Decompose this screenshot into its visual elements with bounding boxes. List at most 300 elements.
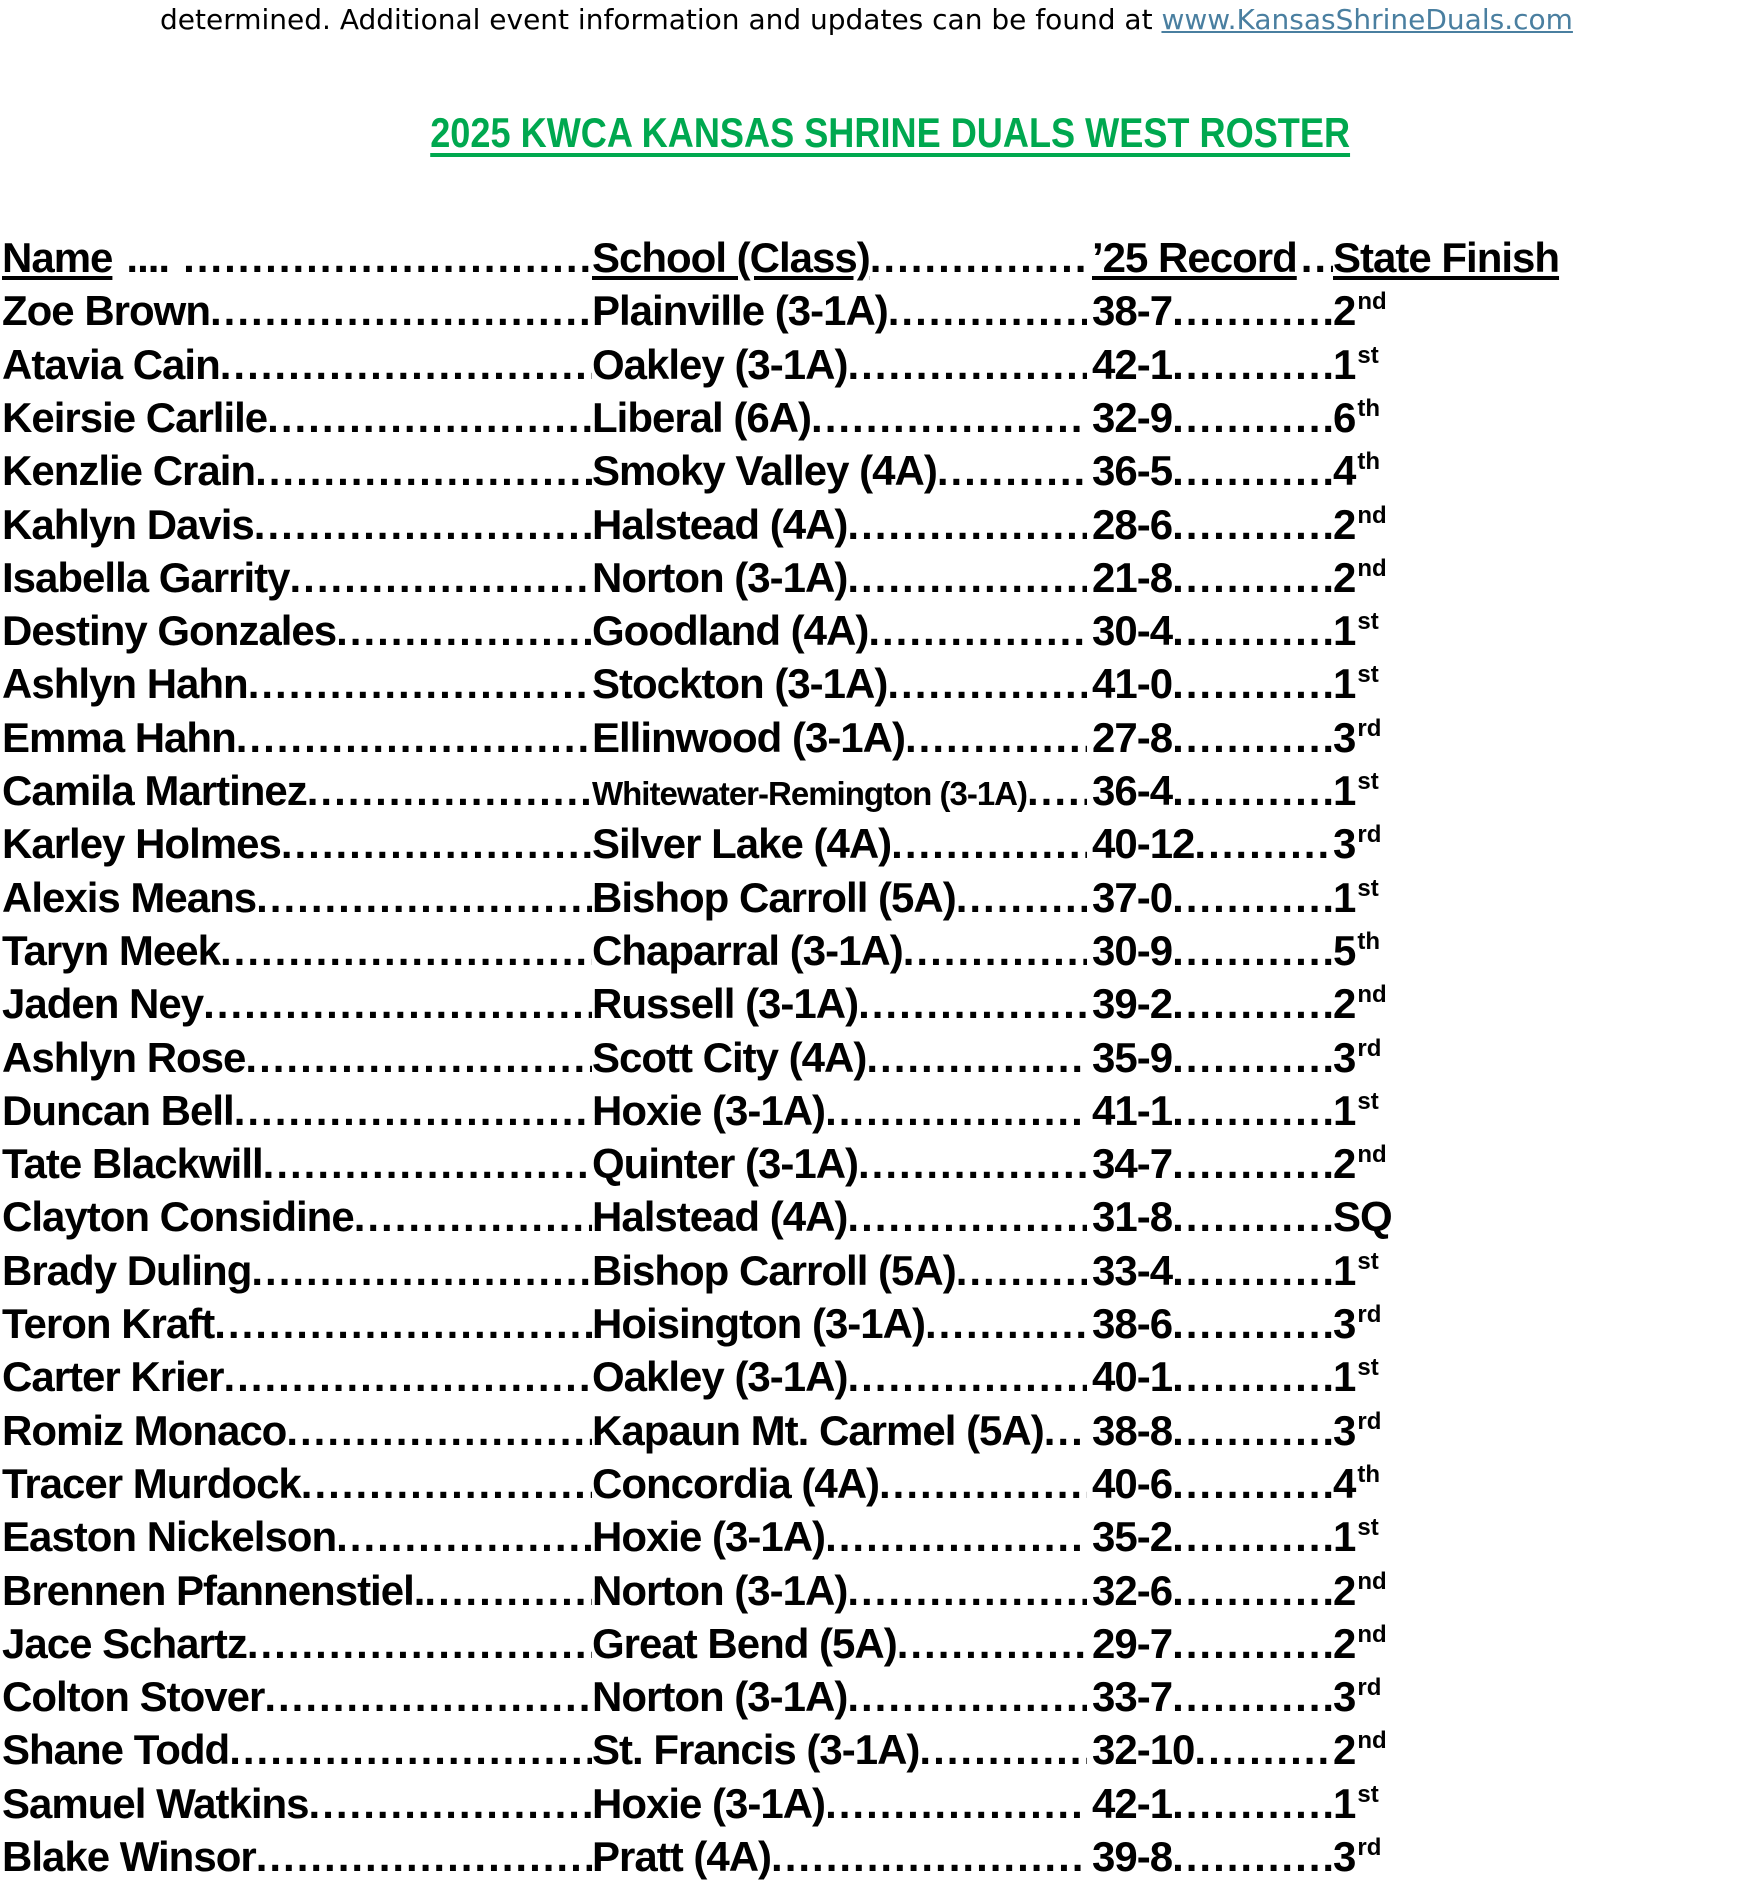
school-class: Pratt (4A)	[592, 1833, 772, 1880]
leader-dots	[903, 924, 1087, 977]
wrestler-name: Isabella Garrity	[2, 553, 290, 601]
leader-dots	[1172, 1670, 1333, 1723]
leader-dots	[309, 1777, 592, 1830]
state-finish-place: 4	[1333, 1459, 1356, 1507]
leader-dots	[919, 1723, 1087, 1776]
leader-dots	[847, 498, 1087, 551]
state-finish-suffix: nd	[1357, 981, 1387, 1009]
roster-row	[0, 711, 1762, 764]
state-finish-place: 3	[1333, 1033, 1356, 1081]
record-cell	[1092, 1564, 1333, 1617]
record-cell	[1092, 1137, 1333, 1190]
wrestler-name: Brady Duling	[2, 1246, 252, 1294]
school-cell	[592, 551, 1087, 604]
record-cell	[1092, 817, 1333, 870]
season-record: 30-4	[1092, 607, 1173, 655]
state-finish-suffix: rd	[1357, 1301, 1382, 1328]
leader-dots	[220, 338, 592, 391]
school-cell	[592, 1137, 1087, 1190]
record-cell	[1092, 924, 1333, 977]
state-finish-place: 3	[1333, 1673, 1356, 1721]
season-record: 42-1	[1092, 1779, 1173, 1827]
name-cell	[2, 817, 592, 870]
roster-row	[0, 1031, 1762, 1084]
school-class: Plainville (3-1A)	[592, 287, 888, 335]
leader-dots	[956, 1244, 1087, 1297]
state-finish-place: 1	[1333, 1246, 1356, 1294]
leader-dots	[1172, 498, 1333, 551]
name-cell	[2, 1137, 592, 1190]
roster-row	[0, 1350, 1762, 1403]
wrestler-name: Romiz Monaco	[2, 1406, 287, 1454]
leader-dots	[925, 1297, 1087, 1350]
wrestler-name: Easton Nickelson	[2, 1513, 337, 1561]
season-record: 29-7	[1092, 1619, 1173, 1667]
leader-dots	[847, 1564, 1087, 1617]
finish-cell	[1333, 604, 1593, 657]
finish-cell	[1333, 498, 1593, 551]
leader-dots	[247, 1617, 592, 1670]
name-cell	[2, 1510, 592, 1563]
state-finish-suffix: th	[1357, 927, 1381, 955]
leader-dots	[263, 1137, 592, 1190]
record-cell	[1092, 657, 1333, 710]
state-finish-suffix: nd	[1357, 554, 1387, 582]
header-school-cell	[592, 231, 1087, 284]
leader-dots	[888, 284, 1087, 337]
state-finish-suffix: nd	[1357, 1727, 1387, 1755]
record-cell	[1092, 338, 1333, 391]
season-record: 28-6	[1092, 500, 1173, 548]
leader-dots	[1172, 284, 1333, 337]
roster-row	[0, 1830, 1762, 1883]
wrestler-name: Camila Martinez	[2, 767, 307, 814]
state-finish-suffix: st	[1357, 874, 1379, 902]
leader-dots	[1172, 924, 1333, 977]
finish-cell	[1333, 1723, 1593, 1776]
state-finish-place: 2	[1333, 553, 1356, 601]
school-cell	[592, 977, 1087, 1030]
roster-row	[0, 1137, 1762, 1190]
wrestler-name: Emma Hahn	[2, 713, 236, 761]
school-cell	[592, 1777, 1087, 1830]
leader-dots	[897, 1617, 1087, 1670]
roster-row	[0, 1777, 1762, 1830]
roster-row	[0, 924, 1762, 977]
wrestler-name: Alexis Means	[2, 873, 257, 921]
leader-dots	[251, 1244, 592, 1297]
finish-cell	[1333, 1830, 1593, 1883]
leader-dots	[223, 1350, 592, 1403]
name-cell	[2, 657, 592, 710]
header-record: ’25 Record	[1092, 234, 1297, 281]
leader-dots	[1172, 1510, 1333, 1563]
wrestler-name: Taryn Meek	[2, 926, 220, 974]
season-record: 42-1	[1092, 340, 1173, 388]
finish-cell	[1333, 1137, 1593, 1190]
finish-cell	[1333, 657, 1593, 710]
roster-row	[0, 391, 1762, 444]
name-cell	[2, 1350, 592, 1403]
roster-row	[0, 1510, 1762, 1563]
roster-row	[0, 1404, 1762, 1457]
leader-dots	[210, 284, 592, 337]
school-class: Oakley (3-1A)	[592, 340, 848, 388]
leader-dots	[256, 1830, 592, 1883]
wrestler-name: Samuel Watkins	[2, 1779, 309, 1827]
school-cell	[592, 871, 1087, 924]
leader-dots	[1172, 1297, 1333, 1350]
state-finish-suffix: rd	[1357, 1834, 1382, 1861]
state-finish-suffix: st	[1357, 661, 1379, 689]
leader-dots	[858, 977, 1087, 1030]
name-cell	[2, 1244, 592, 1297]
season-record: 38-7	[1092, 287, 1173, 335]
school-cell	[592, 391, 1087, 444]
name-cell	[2, 711, 592, 764]
state-finish-place: 3	[1333, 1300, 1356, 1347]
school-cell	[592, 817, 1087, 870]
school-cell	[592, 498, 1087, 551]
finish-cell	[1333, 1777, 1593, 1830]
intro-text-container	[160, 0, 1573, 40]
school-cell	[592, 338, 1087, 391]
leader-dots	[286, 1404, 592, 1457]
school-class: Norton (3-1A)	[592, 1673, 848, 1721]
finish-cell	[1333, 1404, 1593, 1457]
season-record: 33-7	[1092, 1673, 1173, 1721]
leader-dots	[1172, 1244, 1333, 1297]
state-finish-place: 1	[1333, 1353, 1356, 1401]
state-finish-suffix: st	[1357, 341, 1379, 369]
roster-row	[0, 817, 1762, 870]
school-class: Concordia (4A)	[592, 1459, 880, 1507]
school-cell	[592, 1510, 1087, 1563]
leader-dots	[870, 231, 1087, 284]
leader-dots	[1172, 444, 1333, 497]
leader-dots	[825, 1777, 1087, 1830]
finish-cell	[1333, 711, 1593, 764]
school-cell	[592, 1190, 1087, 1243]
wrestler-name: Brennen Pfannenstiel.	[2, 1566, 425, 1614]
name-cell	[2, 871, 592, 924]
season-record: 36-4	[1092, 767, 1173, 814]
wrestler-name: Clayton Considine	[2, 1193, 354, 1241]
roster-row	[0, 1617, 1762, 1670]
leader-dots	[220, 924, 592, 977]
leader-dots	[1172, 1404, 1333, 1457]
leader-dots	[214, 1297, 592, 1350]
state-finish-place: 1	[1333, 607, 1356, 655]
season-record: 40-1	[1092, 1353, 1173, 1401]
name-cell	[2, 444, 592, 497]
record-cell	[1092, 1830, 1333, 1883]
record-cell	[1092, 1084, 1333, 1137]
school-class: Quinter (3-1A)	[592, 1140, 859, 1188]
roster-row	[0, 1723, 1762, 1776]
roster-row	[0, 498, 1762, 551]
name-cell	[2, 391, 592, 444]
state-finish-suffix: nd	[1357, 1141, 1387, 1169]
roster-row	[0, 1564, 1762, 1617]
state-finish-place: 3	[1333, 1833, 1356, 1880]
record-cell	[1092, 1510, 1333, 1563]
state-finish-place: 2	[1333, 1566, 1356, 1614]
leader-dots	[956, 871, 1087, 924]
wrestler-name: Colton Stover	[2, 1673, 265, 1721]
record-cell	[1092, 977, 1333, 1030]
roster-title: 2025 KWCA KANSAS SHRINE DUALS WEST ROSTER	[430, 109, 1351, 156]
leader-dots	[1027, 764, 1087, 817]
leader-dots	[771, 1830, 1087, 1883]
finish-cell	[1333, 1670, 1593, 1723]
name-cell	[2, 498, 592, 551]
season-record: 35-2	[1092, 1513, 1173, 1561]
finish-cell	[1333, 1564, 1593, 1617]
record-cell	[1092, 1777, 1333, 1830]
leader-dots	[1172, 1830, 1333, 1883]
finish-cell	[1333, 1457, 1593, 1510]
school-class: Goodland (4A)	[592, 607, 869, 655]
state-finish-place: 1	[1333, 660, 1356, 708]
leader-dots	[1172, 1190, 1333, 1243]
record-cell	[1092, 1244, 1333, 1297]
leader-dots	[1194, 1723, 1333, 1776]
leader-dots	[1172, 1564, 1333, 1617]
season-record: 33-4	[1092, 1246, 1173, 1294]
school-cell	[592, 1244, 1087, 1297]
record-cell	[1092, 1350, 1333, 1403]
name-cell	[2, 1457, 592, 1510]
finish-cell	[1333, 284, 1593, 337]
finish-cell	[1333, 1297, 1593, 1350]
school-cell	[592, 764, 1087, 817]
name-cell	[2, 1297, 592, 1350]
state-finish-suffix: st	[1357, 1247, 1379, 1275]
state-finish-suffix: rd	[1357, 714, 1382, 742]
name-cell	[2, 924, 592, 977]
name-cell	[2, 1777, 592, 1830]
leader-dots	[1172, 711, 1333, 764]
wrestler-name: Ashlyn Hahn	[2, 660, 248, 708]
school-class: Great Bend (5A)	[592, 1619, 897, 1667]
school-class: Hoisington (3-1A)	[592, 1300, 925, 1347]
leader-dots	[336, 1510, 592, 1563]
finish-cell	[1333, 977, 1593, 1030]
finish-cell	[1333, 1084, 1593, 1137]
wrestler-name: Teron Kraft	[2, 1300, 215, 1347]
record-cell	[1092, 1457, 1333, 1510]
school-cell	[592, 1297, 1087, 1350]
state-finish-place: 1	[1333, 873, 1356, 921]
wrestler-name: Tracer Murdock	[2, 1459, 301, 1507]
leader-dots	[229, 1723, 592, 1776]
school-class: Smoky Valley (4A)	[592, 447, 937, 495]
leader-dots	[248, 657, 592, 710]
leader-dots	[1194, 817, 1333, 870]
season-record: 39-2	[1092, 980, 1173, 1028]
roster-row	[0, 977, 1762, 1030]
name-cell	[2, 1084, 592, 1137]
leader-dots	[1172, 604, 1333, 657]
name-cell	[2, 1617, 592, 1670]
wrestler-name: Kenzlie Crain	[2, 447, 256, 495]
leader-dots	[847, 1670, 1087, 1723]
leader-dots	[1172, 1031, 1333, 1084]
name-cell	[2, 1723, 592, 1776]
record-cell	[1092, 764, 1333, 817]
roster-row	[0, 1670, 1762, 1723]
record-cell	[1092, 1031, 1333, 1084]
leader-dots	[1172, 338, 1333, 391]
finish-cell	[1333, 1190, 1593, 1243]
name-cell	[2, 1031, 592, 1084]
state-finish-place: 3	[1333, 820, 1356, 868]
roster-row	[0, 1190, 1762, 1243]
finish-cell	[1333, 1617, 1593, 1670]
roster-row	[0, 1457, 1762, 1510]
state-finish-place: 1	[1333, 1086, 1356, 1134]
roster-row	[0, 1297, 1762, 1350]
state-finish-place: 3	[1333, 713, 1356, 761]
state-finish-suffix: st	[1357, 1087, 1379, 1115]
name-cell	[2, 977, 592, 1030]
season-record: 27-8	[1092, 713, 1173, 761]
name-cell	[2, 1404, 592, 1457]
record-cell	[1092, 284, 1333, 337]
school-cell	[592, 1457, 1087, 1510]
season-record: 34-7	[1092, 1140, 1173, 1188]
leader-dots	[301, 1457, 592, 1510]
state-finish-suffix: th	[1357, 1460, 1381, 1488]
website-link[interactable]: www.KansasShrineDuals.com	[1161, 3, 1573, 36]
leader-dots	[847, 1350, 1087, 1403]
school-cell	[592, 1084, 1087, 1137]
season-record: 31-8	[1092, 1193, 1173, 1241]
header-finish: State Finish	[1333, 234, 1560, 281]
finish-cell	[1333, 338, 1593, 391]
school-class: Chaparral (3-1A)	[592, 926, 903, 974]
leader-dots	[424, 1564, 592, 1617]
name-cell	[2, 1190, 592, 1243]
state-finish-suffix: nd	[1357, 501, 1387, 529]
school-cell	[592, 1404, 1087, 1457]
wrestler-name: Kahlyn Davis	[2, 500, 254, 548]
leader-dots	[1172, 977, 1333, 1030]
name-cell	[2, 1670, 592, 1723]
school-class: Norton (3-1A)	[592, 553, 848, 601]
season-record: 41-1	[1092, 1086, 1173, 1134]
state-finish-place: 5	[1333, 926, 1356, 974]
record-cell	[1092, 871, 1333, 924]
wrestler-name: Zoe Brown	[2, 287, 210, 335]
leader-dots	[1172, 551, 1333, 604]
record-cell	[1092, 1297, 1333, 1350]
school-class: Hoxie (3-1A)	[592, 1086, 826, 1134]
leader-dots	[1172, 1084, 1333, 1137]
leader-dots	[234, 1084, 592, 1137]
state-finish-suffix: nd	[1357, 1620, 1387, 1648]
leader-dots	[183, 231, 592, 284]
school-cell	[592, 1350, 1087, 1403]
wrestler-name: Destiny Gonzales	[2, 607, 337, 655]
season-record: 32-6	[1092, 1566, 1173, 1614]
leader-dots	[891, 817, 1087, 870]
leader-dots	[236, 711, 592, 764]
header-name-dots: ....	[126, 234, 170, 281]
school-class: Kapaun Mt. Carmel (5A)	[592, 1406, 1044, 1454]
school-cell	[592, 284, 1087, 337]
leader-dots	[254, 498, 592, 551]
leader-dots	[245, 1031, 592, 1084]
school-cell	[592, 711, 1087, 764]
state-finish-suffix: th	[1357, 448, 1381, 476]
season-record: 40-12	[1092, 820, 1195, 868]
wrestler-name: Duncan Bell	[2, 1086, 234, 1134]
school-cell	[592, 444, 1087, 497]
roster-header-row	[0, 231, 1762, 284]
leader-dots	[336, 604, 592, 657]
school-class: Halstead (4A)	[592, 500, 848, 548]
leader-dots	[256, 871, 592, 924]
wrestler-name: Jaden Ney	[2, 980, 204, 1028]
school-cell	[592, 1617, 1087, 1670]
school-cell	[592, 604, 1087, 657]
finish-cell	[1333, 764, 1593, 817]
school-cell	[592, 1031, 1087, 1084]
school-class: St. Francis (3-1A)	[592, 1726, 920, 1774]
state-finish-suffix: st	[1357, 768, 1379, 795]
state-finish-place: 1	[1333, 340, 1356, 388]
state-finish-suffix: rd	[1357, 1674, 1382, 1702]
school-class: Whitewater-Remington (3-1A)	[592, 775, 1027, 812]
state-finish-place: 2	[1333, 287, 1356, 335]
wrestler-name: Keirsie Carlile	[2, 393, 268, 441]
finish-cell	[1333, 871, 1593, 924]
state-finish-suffix: nd	[1357, 288, 1387, 316]
state-finish-place: 4	[1333, 447, 1356, 495]
season-record: 35-9	[1092, 1033, 1173, 1081]
school-class: Bishop Carroll (5A)	[592, 873, 956, 921]
school-class: Stockton (3-1A)	[592, 660, 888, 708]
record-cell	[1092, 444, 1333, 497]
wrestler-name: Jace Schartz	[2, 1619, 247, 1667]
wrestler-name: Ashlyn Rose	[2, 1033, 246, 1081]
wrestler-name: Carter Krier	[2, 1353, 224, 1401]
school-cell	[592, 1830, 1087, 1883]
leader-dots	[1301, 231, 1333, 284]
leader-dots	[290, 551, 593, 604]
name-cell	[2, 1564, 592, 1617]
leader-dots	[307, 764, 592, 817]
school-class: Norton (3-1A)	[592, 1566, 848, 1614]
leader-dots	[879, 1457, 1087, 1510]
school-cell	[592, 657, 1087, 710]
header-finish-cell	[1333, 231, 1593, 284]
record-cell	[1092, 1723, 1333, 1776]
leader-dots	[255, 444, 592, 497]
finish-cell	[1333, 817, 1593, 870]
season-record: 38-8	[1092, 1406, 1173, 1454]
leader-dots	[1172, 391, 1333, 444]
finish-cell	[1333, 444, 1593, 497]
season-record: 21-8	[1092, 553, 1173, 601]
wrestler-name: Tate Blackwill	[2, 1140, 263, 1188]
leader-dots	[354, 1190, 592, 1243]
leader-dots	[1172, 1777, 1333, 1830]
state-finish-place: 1	[1333, 1779, 1356, 1827]
roster-row	[0, 551, 1762, 604]
